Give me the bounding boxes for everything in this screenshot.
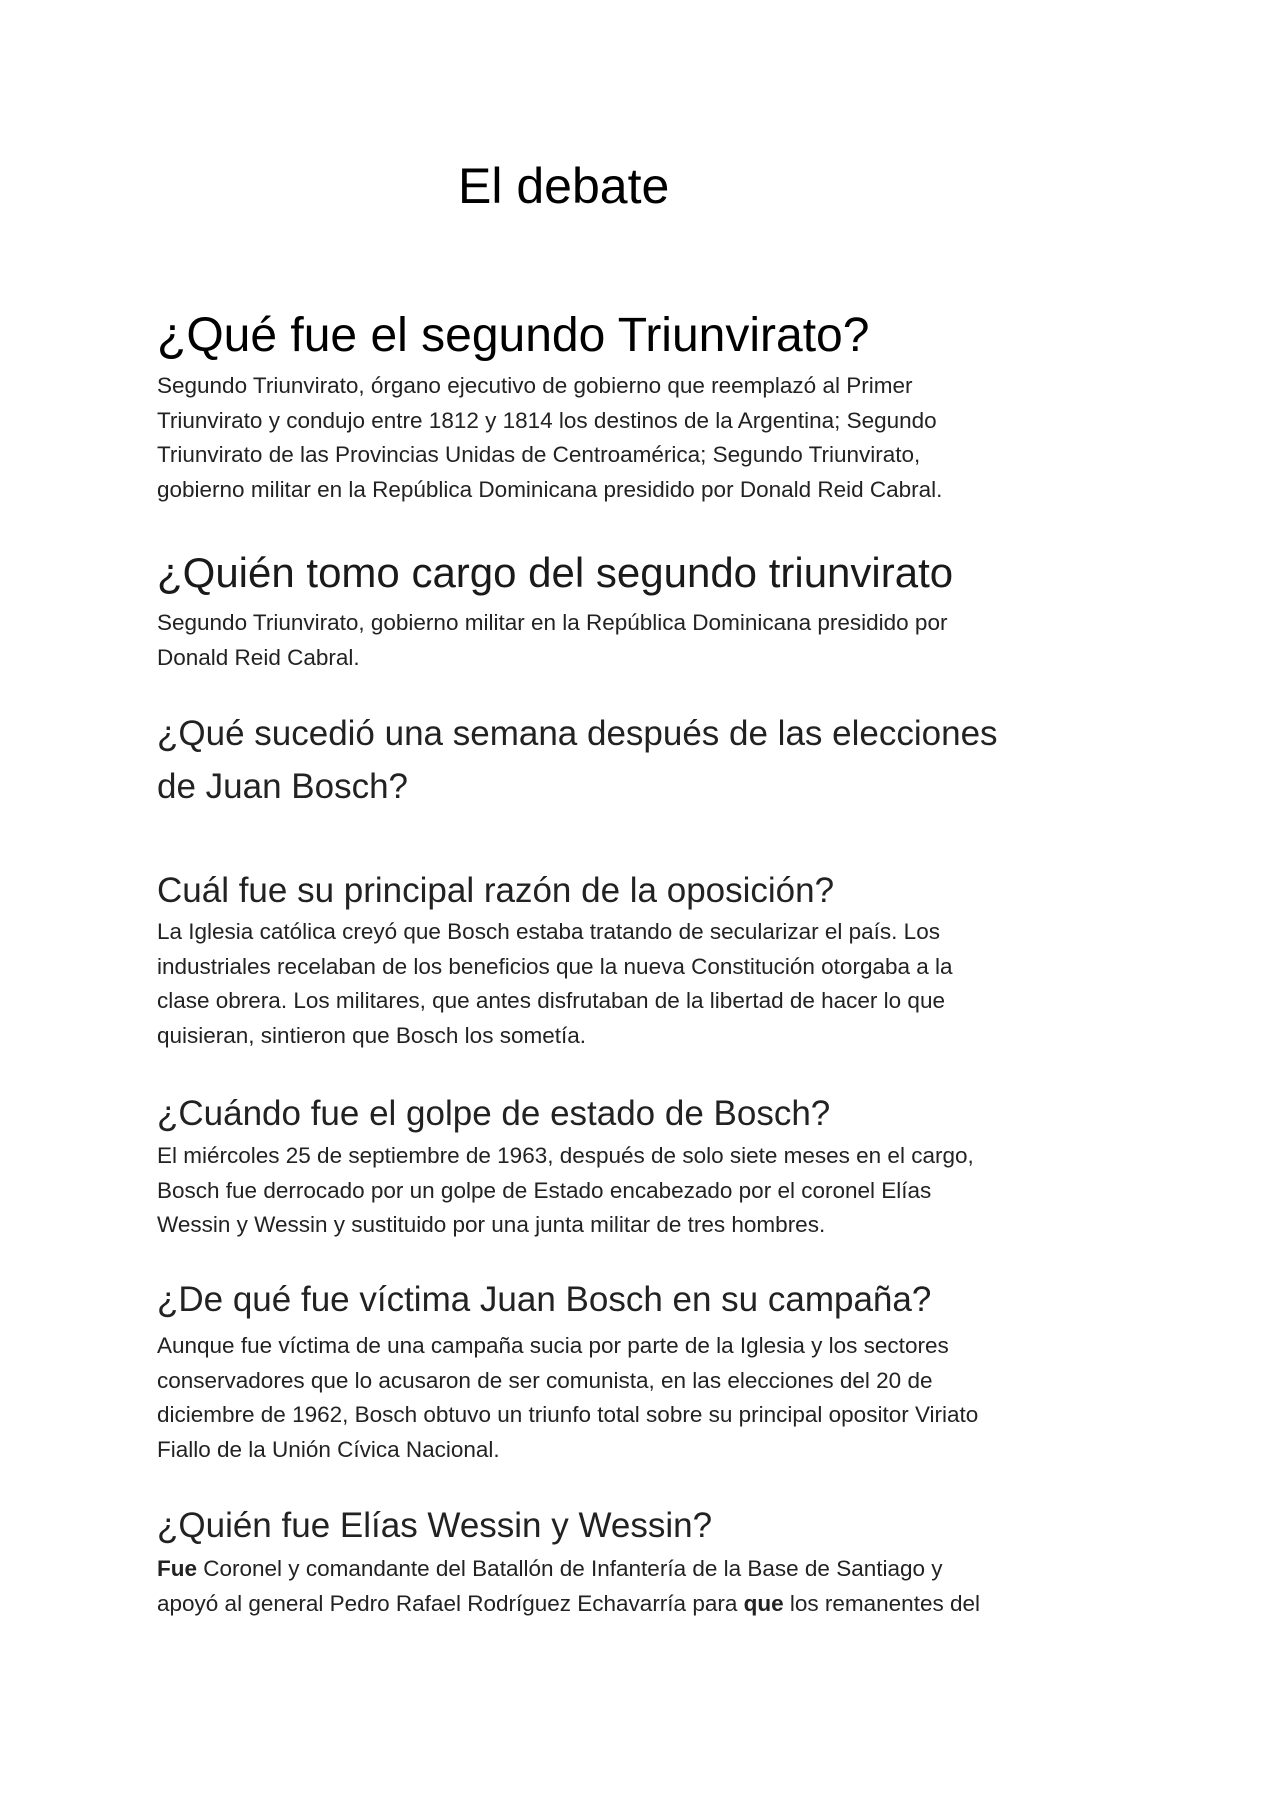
text-span: los remanentes del — [783, 1590, 980, 1616]
text-line: industriales recelaban de los beneficios que la nueva Constitución otorgaba a la — [157, 953, 953, 979]
paragraph-golpe-estado — [157, 1139, 974, 1243]
heading-golpe-estado: ¿Cuándo fue el golpe de estado de Bosch? — [157, 1094, 831, 1133]
heading-que-sucedio — [157, 707, 998, 813]
text-line: Aunque fue víctima de una campaña sucia por parte de la Iglesia y los sectores — [157, 1333, 949, 1358]
paragraph-victima-campana — [157, 1329, 978, 1467]
heading-line: ¿Qué sucedió una semana después de las elecciones — [157, 714, 998, 753]
text-span: Coronel y comandante del Batallón de Infantería de la Base de Santiago y — [197, 1556, 943, 1581]
heading-line: de Juan Bosch? — [157, 767, 409, 806]
text-line: El miércoles 25 de septiembre de 1963, después de solo siete meses en el cargo, — [157, 1143, 974, 1168]
text-line: La Iglesia católica creyó que Bosch estaba tratando de secularizar el país. Los — [157, 919, 940, 944]
heading-razon-oposicion: Cuál fue su principal razón de la oposición? — [157, 871, 835, 910]
text-span: apoyó al general Pedro Rafael Rodríguez Echavarría para — [157, 1590, 744, 1616]
text-line: Fiallo de la Unión Cívica Nacional. — [157, 1436, 500, 1462]
heading-quien-tomo-cargo: ¿Quién tomo cargo del segundo triunvirato — [157, 549, 954, 596]
heading-segundo-triunvirato: ¿Qué fue el segundo Triunvirato? — [157, 309, 870, 362]
paragraph-razon-oposicion — [157, 915, 953, 1053]
paragraph-quien-tomo-cargo — [157, 606, 947, 675]
text-line: diciembre de 1962, Bosch obtuvo un triunfo total sobre su principal opositor Viriato — [157, 1402, 979, 1427]
text-line: Triunvirato de las Provincias Unidas de Centroamérica; Segundo Triunvirato, — [157, 442, 921, 467]
bold-text: que — [743, 1590, 784, 1616]
text-line: Wessin y Wessin y sustituido por una junta militar de tres hombres. — [157, 1212, 826, 1237]
text-line — [157, 1552, 980, 1587]
paragraph-elias-wessin — [157, 1552, 980, 1621]
paragraph-segundo-triunvirato — [157, 369, 942, 507]
text-line: Segundo Triunvirato, órgano ejecutivo de gobierno que reemplazó al Primer — [157, 373, 913, 398]
text-line: gobierno militar en la República Dominicana presidido por Donald Reid Cabral. — [157, 476, 943, 502]
text-line — [157, 1587, 980, 1622]
text-line: Donald Reid Cabral. — [157, 644, 360, 670]
text-line: Bosch fue derrocado por un golpe de Estado encabezado por el coronel Elías — [157, 1177, 932, 1203]
text-line: conservadores que lo acusaron de ser comunista, en las elecciones del 20 de — [157, 1367, 933, 1393]
text-line: clase obrera. Los militares, que antes disfrutaban de la libertad de hacer lo que — [157, 988, 945, 1013]
text-line: Segundo Triunvirato, gobierno militar en la República Dominicana presidido por — [157, 610, 948, 635]
document-title: El debate — [458, 158, 670, 214]
text-line: Triunvirato y condujo entre 1812 y 1814 los destinos de la Argentina; Segundo — [157, 407, 937, 433]
text-line: quisieran, sintieron que Bosch los sometía. — [157, 1022, 586, 1048]
heading-victima-campana: ¿De qué fue víctima Juan Bosch en su campaña? — [157, 1280, 932, 1319]
bold-text: Fue — [157, 1556, 198, 1581]
heading-elias-wessin: ¿Quién fue Elías Wessin y Wessin? — [157, 1506, 713, 1545]
